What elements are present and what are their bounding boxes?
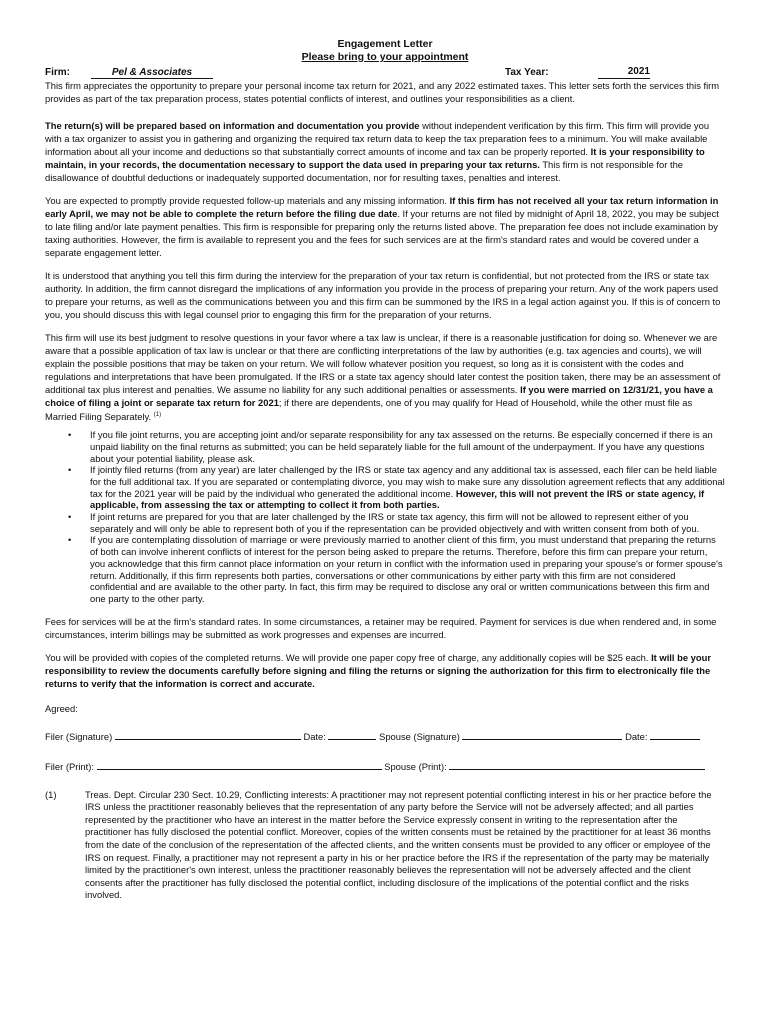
- filer-date-field[interactable]: [328, 729, 376, 740]
- bold-text: It is your responsibility to maintain, in your records, the documentation necessary to support the data used in preparing your tax returns.: [45, 146, 705, 170]
- joint-return-list: [45, 429, 725, 605]
- body-text: This firm is not responsible for the disallowance of doubtful deductions or inadequately supported documentation, nor for resulting taxes, penalties and interest.: [45, 159, 684, 183]
- filer-signature-label: Filer (Signature): [45, 730, 113, 742]
- spouse-signature-field[interactable]: [462, 729, 622, 740]
- list-item: • If joint returns are prepared for you that are later challenged by the IRS or state tax agency, this firm will not be allowed to represent either of you separately and will only be able to represent both of you if the representation can be provided objectively and with written consent from both of you.: [90, 511, 725, 534]
- bold-text: If this firm has not received all your tax return information in early April, we may not be able to complete the return before the filing due date: [45, 195, 719, 219]
- body-text: without independent verification by this firm. This firm will provide you with a tax organizer to assist you in gathering and organizing the required tax return data to keep the tax preparation fees to a minimum. You will make available information about all your income and deductions so that substantially correct amounts of income and tax can be properly reported.: [45, 120, 710, 157]
- list-item: [90, 464, 725, 511]
- spouse-signature-label: Spouse (Signature): [379, 730, 460, 742]
- body-text: You are expected to promptly provide requested follow-up materials and any missing information.: [45, 195, 450, 206]
- bold-text: However, this will not prevent the IRS or state agency, if applicable, from assessing the tax or attempting to collect it from both parties.: [90, 487, 705, 511]
- list-item: • If you file joint returns, you are accepting joint and/or separate responsibility for any tax assessed on the returns. Be especially concerned if there is an unpaid liability on the final returns as submitted; you can be held separately liable for the full amount of the underpayment. If you have any questions about your potential liability, please ask.: [90, 429, 725, 464]
- tax-year-value[interactable]: 2021: [598, 66, 650, 79]
- filer-print-label: Filer (Print):: [45, 760, 94, 772]
- footnote-text: Treas. Dept. Circular 230 Sect. 10.29, Conflicting interests: A practitioner may not represent potential conflicting interest in his or her practice before the IRS unless the practitioner reasonably believes that the representation of any party before the Service will not be adversely affected; and all parties represented by the practitioner who have an interest in the matter before the Service expressly consent in writing to the representation after the practitioner has fully disclosed the potential conflict. Moreover, copies of the written consents must be retained by the practitioner for at least 36 months from the date of the conclusion of the representation of the affected clients, and the written consents must be provided to any officer or employee of the IRS on request. Finally, a practitioner may not represent a party in his or her practice before the IRS if the representation of the party may be materially limited by the practitioner's own interest, unless the practitioner reasonably believes the representation will not be adversely affected and the client consents after the practitioner has fully disclosed the potential conflict, including disclosure of the implications of the potential conflict and the risks involved.: [85, 788, 712, 901]
- responsibility-paragraph: [45, 119, 725, 184]
- spouse-print-label: Spouse (Print):: [384, 760, 447, 772]
- list-item: • If you are contemplating dissolution of marriage or were previously married to another client of this firm, you must understand that preparing the returns of both can involve inherent conflicts of interest for the person being asked to prepare the returns. Therefore, before this firm can prepare your return, you acknowledge that this firm cannot place information on your return in conflict with the information used in preparing your spouse's or former spouse's return. Additionally, if this firm represents both parties, conversations or other communications by either party with this firm are not considered confidential and are available to the other party. In fact, this firm may be required to disclose any oral or written communications between this firm and one party to the other party.: [90, 534, 725, 604]
- signature-row: [45, 729, 725, 743]
- engagement-letter: [45, 38, 725, 902]
- body-text: . If your returns are not filed by midnight of April 18, 2022, you may be subject to late filing and/or late payment penalties. This firm is responsible for preparing only the returns listed above. The preparation fee does not include examination by taxing authorities. However, the firm is available to represent you and the fees for such services are at the firm's standard rates and would be covered under a separate engagement letter.: [45, 208, 719, 258]
- footnote: [45, 789, 725, 902]
- judgment-paragraph: [45, 331, 725, 423]
- firm-field[interactable]: [91, 66, 505, 79]
- footnote-ref: (1): [153, 412, 162, 418]
- bold-text: If you were married on 12/31/21, you have a choice of filing a joint or separate tax return for 2021: [45, 384, 713, 408]
- body-text: If jointly filed returns (from any year) are later challenged by the IRS or state tax agency and any additional tax is assessed, each filer can be held liable for the full additional tax. If you are separated or contemplating divorce, you may wish to make sure any dissolution agreement reflects that any additional tax for the 2021 year will be paid by the individual who generated the additional income.: [90, 464, 725, 499]
- firm-row: [45, 66, 725, 79]
- confidentiality-paragraph: It is understood that anything you tell this firm during the interview for the preparation of your tax return is confidential, but not protected from the IRS or state tax authority. In addition, the firm cannot disregard the implications of any information you provide in the process of preparing your return. Any of the work papers used to prepare your returns, as well as the communications between you and this firm can be summoned by the IRS in a legal action against you. If this is of concern to you, you should discuss this with legal counsel prior to engaging this firm for the preparation of your returns.: [45, 270, 721, 320]
- date-label: Date:: [625, 730, 648, 742]
- page-subtitle: Please bring to your appointment: [301, 51, 469, 63]
- footnote-number: (1): [45, 788, 57, 800]
- followup-paragraph: [45, 194, 725, 259]
- filer-print-field[interactable]: [97, 759, 382, 770]
- intro-paragraph: This firm appreciates the opportunity to prepare your personal income tax return for 2021, and any 2022 estimated taxes. This letter sets forth the services this firm provides as part of the tax preparation process, states potential conflicts of interest, and outlines your responsibilities as a client.: [45, 80, 720, 104]
- print-row: [45, 759, 725, 773]
- firm-value: Pel & Associates: [91, 67, 213, 79]
- bold-text: The return(s) will be prepared based on information and documentation you provide: [45, 120, 420, 131]
- filer-signature-field[interactable]: [115, 729, 301, 740]
- body-text: This firm will use its best judgment to resolve questions in your favor where a tax law is unclear, if there is a reasonable justification for doing so. Whenever we are aware that a possible application of tax law is unclear or that there are conflicting interpretations of the law by authorities (e.g. tax agencies and courts), we will explain the possible positions that may be taken on your return. We will follow whatever position you request, so long as it is consistent with the codes and regulations and interpretations that have been promulgated. If the IRS or a state tax agency should later contest the position taken, there may be an assessment of additional tax plus interest and penalties. We assume no liability for any such additional penalties or assessments.: [45, 332, 721, 395]
- firm-label: Firm:: [45, 67, 70, 78]
- spouse-date-field[interactable]: [650, 729, 700, 740]
- date-label: Date:: [303, 730, 326, 742]
- page-title: Engagement Letter: [337, 38, 433, 50]
- spouse-print-field[interactable]: [449, 759, 705, 770]
- body-text: You will be provided with copies of the completed returns. We will provide one paper copy free of charge, any additionally copies will be $25 each.: [45, 651, 652, 663]
- bold-text: It will be your responsibility to review the documents carefully before signing and filing the returns or signing the authorization for this firm to electronically file the returns to verify that the information is correct and accurate.: [45, 651, 711, 689]
- fees-paragraph: Fees for services will be at the firm's standard rates. In some circumstances, a retainer may be required. Payment for services is due when rendered and, in some circumstances, interim billings may be submitted as work progresses and expenses are incurred.: [45, 615, 717, 640]
- copies-paragraph: [45, 651, 725, 690]
- body-text: ; if there are dependents, one of you may qualify for Head of Household, while the other must file as Married Filing Separately.: [45, 397, 693, 423]
- agreed-label: Agreed:: [45, 702, 78, 714]
- tax-year-label: Tax Year:: [505, 67, 549, 78]
